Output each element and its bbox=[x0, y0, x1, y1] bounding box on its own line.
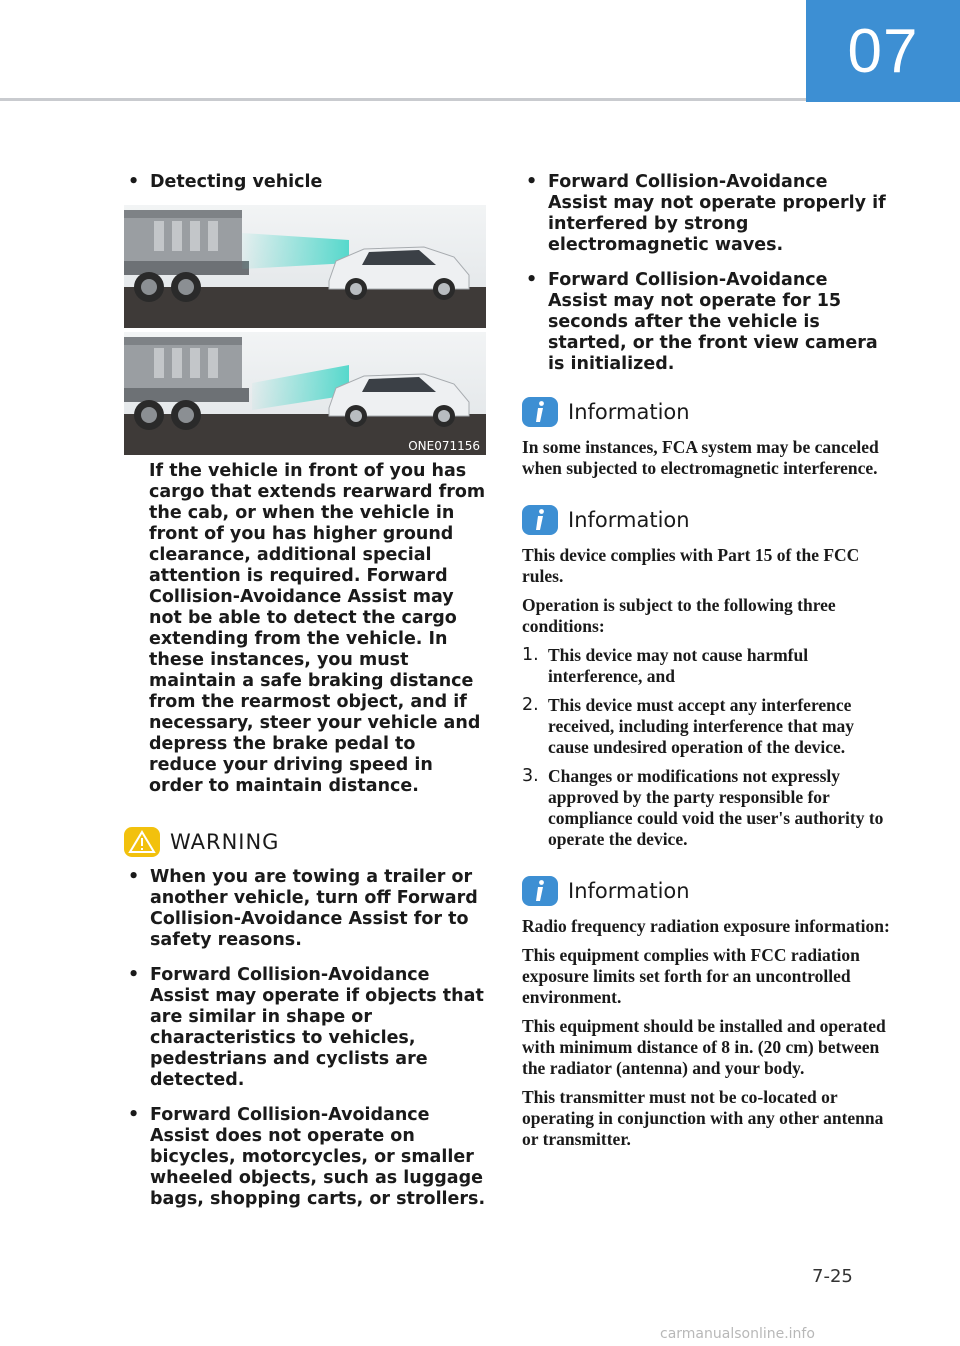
numbered-item bbox=[522, 766, 890, 850]
bullet-dot: • bbox=[128, 965, 140, 985]
bullet-dot: • bbox=[526, 172, 538, 192]
right-bullet bbox=[522, 270, 890, 375]
item-number: 1. bbox=[522, 645, 539, 665]
item-number: 2. bbox=[522, 695, 539, 715]
right-bullet bbox=[522, 172, 890, 256]
info-heading-1 bbox=[522, 397, 890, 427]
figure-code: ONE071156 bbox=[408, 439, 480, 453]
warning-text: Forward Collision-Avoidance Assist does not operate on bicycles, motorcycles, or smaller wheeled objects, such as luggage bags, shopping carts, or strollers. bbox=[150, 1105, 486, 1209]
warning-heading bbox=[124, 827, 488, 857]
warning-text: When you are towing a trailer or another vehicle, turn off Forward Collision-Avoidance Assist for to safety reasons. bbox=[150, 867, 478, 950]
warning-item bbox=[124, 965, 488, 1091]
info-heading-2 bbox=[522, 505, 890, 535]
chapter-tab: 07 bbox=[806, 0, 960, 102]
info-text: This equipment should be installed and operated with minimum distance of 8 in. (20 cm) between the radiator (antenna) and your body. bbox=[522, 1016, 886, 1078]
info-text: This device complies with Part 15 of the FCC rules. bbox=[522, 545, 860, 586]
info-icon bbox=[522, 876, 558, 906]
info-text: This transmitter must not be co-located or operating in conjunction with any other antenna or transmitter. bbox=[522, 1087, 884, 1149]
warning-title: WARNING bbox=[170, 830, 280, 854]
vehicle-detection-figure bbox=[124, 205, 486, 455]
header-rule bbox=[0, 98, 806, 101]
warning-text: Forward Collision-Avoidance Assist may operate if objects that are similar in shape or characteristics to vehicles, pedestrians and cyclists are detected. bbox=[150, 965, 484, 1090]
bullet-dot: • bbox=[128, 867, 140, 887]
info-icon bbox=[522, 397, 558, 427]
bullet-text: Forward Collision-Avoidance Assist may not operate properly if interfered by strong electromagnetic waves. bbox=[548, 172, 886, 255]
item-text: This device must accept any interference received, including interference that may cause undesired operation of the device. bbox=[548, 695, 855, 757]
item-text: Changes or modifications not expressly approved by the party responsible for compliance could void the user's authority to operate the device. bbox=[548, 766, 884, 849]
info-icon bbox=[522, 505, 558, 535]
warning-item bbox=[124, 1105, 488, 1210]
bullet-dot: • bbox=[128, 172, 140, 192]
body-paragraph: If the vehicle in front of you has cargo that extends rearward from the cab, or when the vehicle in front of you has higher ground clearance, additional special attention is required. Forward Collision-Avoidance Assist may not be able to detect the cargo extending from the vehicle. In these instances, you must maintain a safe braking distance from the rearmost object, and if necessary, steer your vehicle and depress the brake pedal to reduce your driving speed in order to maintain distance. bbox=[149, 461, 486, 796]
numbered-item bbox=[522, 695, 890, 758]
watermark-text: carmanualsonline.info bbox=[660, 1326, 815, 1342]
info-title: Information bbox=[568, 879, 690, 903]
info-text: Radio frequency radiation exposure information: bbox=[522, 916, 890, 936]
info-title: Information bbox=[568, 400, 690, 424]
page-number: 7-25 bbox=[812, 1266, 853, 1287]
truck-car-illustration bbox=[124, 205, 486, 455]
bullet-text: Forward Collision-Avoidance Assist may not operate for 15 seconds after the vehicle is started, or the front view camera is initialized. bbox=[548, 270, 878, 374]
bullet-dot: • bbox=[526, 270, 538, 290]
left-column bbox=[124, 172, 488, 1222]
info-text: In some instances, FCA system may be canceled when subjected to electromagnetic interference. bbox=[522, 437, 879, 478]
bullet-dot: • bbox=[128, 1105, 140, 1125]
numbered-item bbox=[522, 645, 890, 687]
info-text: Operation is subject to the following three conditions: bbox=[522, 595, 836, 636]
warning-item bbox=[124, 867, 488, 951]
right-column bbox=[522, 172, 890, 1158]
info-heading-3 bbox=[522, 876, 890, 906]
info-text: This equipment complies with FCC radiation exposure limits set forth for an uncontrolled environment. bbox=[522, 945, 860, 1007]
info-title: Information bbox=[568, 508, 690, 532]
item-number: 3. bbox=[522, 766, 539, 786]
item-text: This device may not cause harmful interference, and bbox=[548, 645, 809, 686]
warning-icon bbox=[124, 827, 160, 857]
bullet-detecting-vehicle bbox=[124, 172, 488, 193]
bullet-title: Detecting vehicle bbox=[150, 172, 323, 192]
